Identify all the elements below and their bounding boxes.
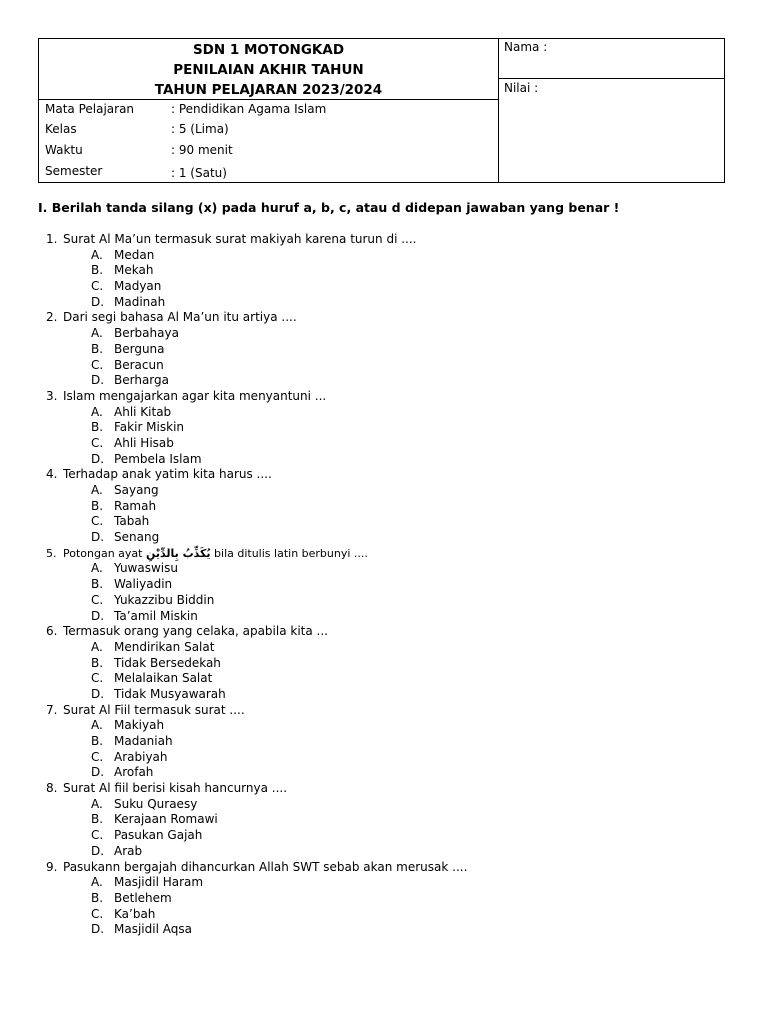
option-text: Madinah [114,294,166,309]
answer-option[interactable] [0,279,768,295]
option-letter: B. [91,734,104,748]
option-text: Mekah [114,263,154,278]
answer-option[interactable] [0,561,768,577]
option-letter: A. [91,483,103,497]
option-text: Tidak Bersedekah [114,655,221,670]
option-letter: B. [91,890,104,905]
option-letter: A. [91,796,103,811]
option-letter: C. [91,671,104,686]
answer-option[interactable] [0,734,768,750]
answer-option[interactable] [0,499,768,515]
option-letter: C. [91,906,104,921]
question-number: 3. [46,388,58,403]
answer-option[interactable] [0,593,768,609]
arabic-verse-fragment: يُكَذِّبُ بِالدِّيْنِ [145,546,211,560]
option-text: Berguna [114,341,165,356]
question-stem [0,860,768,876]
info-value: : 90 menit [171,143,233,157]
option-letter: D. [91,530,105,545]
question-number: 4. [46,467,58,482]
option-letter: C. [91,592,104,607]
answer-option[interactable] [0,358,768,374]
info-value: : Pendidikan Agama Islam [171,102,327,116]
header-left-section [39,39,499,182]
info-label: Mata Pelajaran [45,102,135,116]
question-text: Surat Al Fiil termasuk surat .... [63,702,245,717]
question-number: 2. [46,310,58,325]
answer-option[interactable] [0,326,768,342]
option-letter: B. [91,655,104,670]
option-text: Senang [114,530,160,545]
question-number: 1. [46,232,58,246]
question-text: Dari segi bahasa Al Ma’un itu artiya .... [63,310,297,325]
option-text: Ramah [114,498,157,513]
question-stem [0,389,768,405]
info-value: : 5 (Lima) [171,122,229,136]
option-letter: D. [91,922,105,937]
option-text: Yuwaswisu [114,561,178,576]
option-text: Kerajaan Romawi [114,812,218,827]
academic-year: TAHUN PELAJARAN 2023/2024 [154,82,383,98]
option-letter: A. [91,404,103,419]
answer-option[interactable] [0,765,768,781]
answer-option[interactable] [0,640,768,656]
score-label: Nilai : [504,81,539,95]
question-text: Termasuk orang yang celaka, apabila kita ... [63,624,328,639]
option-text: Yukazzibu Biddin [114,592,215,607]
option-text: Tidak Musyawarah [114,686,226,701]
option-text: Masjidil Aqsa [114,922,192,937]
option-letter: D. [91,843,105,858]
option-text: Melalaikan Salat [114,671,213,686]
option-text: Fakir Miskin [114,420,185,435]
question-text-after: bila ditulis latin berbunyi .... [214,546,368,560]
answer-option[interactable] [0,609,768,625]
info-label: Semester [45,164,103,178]
question-number: 9. [46,859,58,874]
answer-option[interactable] [0,750,768,766]
answer-option[interactable] [0,797,768,813]
option-letter: C. [91,279,104,294]
option-text: Beracun [114,357,164,372]
option-text: Sayang [114,483,159,497]
question-text: Pasukann bergajah dihancurkan Allah SWT sebab akan merusak .... [63,859,468,874]
question-stem [0,703,768,719]
question-stem [0,467,768,483]
option-letter: B. [91,341,104,356]
answer-option[interactable] [0,671,768,687]
option-letter: A. [91,875,103,890]
option-letter: C. [91,514,104,529]
option-text: Ahli Kitab [114,404,172,419]
option-letter: A. [91,247,103,262]
option-letter: A. [91,561,103,576]
option-text: Ka’bah [114,906,156,921]
option-text: Madaniah [114,734,173,748]
option-text: Berbahaya [114,326,179,341]
option-letter: B. [91,498,104,513]
answer-option[interactable] [0,577,768,593]
option-letter: D. [91,373,105,388]
option-text: Waliyadin [114,577,173,592]
option-letter: A. [91,326,103,341]
option-text: Arab [114,843,143,858]
option-text: Madyan [114,279,162,294]
info-label: Waktu [45,143,83,157]
answer-option[interactable] [0,248,768,264]
option-text: Betlehem [114,890,172,905]
school-name: SDN 1 MOTONGKAD [192,42,345,58]
question-stem [0,546,768,562]
question-number: 6. [46,624,58,639]
option-text: Ta’amil Miskin [114,608,198,623]
question-number: 5. [46,546,57,560]
option-text: Arabiyah [114,749,168,764]
option-letter: C. [91,828,104,843]
option-text: Suku Quraesy [114,796,198,811]
question-text: Islam mengajarkan agar kita menyantuni ... [63,388,327,403]
answer-option[interactable] [0,718,768,734]
answer-option[interactable] [0,514,768,530]
option-text: Medan [114,247,155,262]
answer-option[interactable] [0,922,768,938]
answer-option[interactable] [0,875,768,891]
info-value: : 1 (Satu) [171,166,227,180]
header-right-section [498,39,724,182]
question-stem [0,781,768,797]
question-text: Surat Al Ma’un termasuk surat makiyah karena turun di .... [63,232,417,246]
exam-info-block [39,100,498,182]
answer-option[interactable] [0,373,768,389]
info-label: Kelas [45,122,77,136]
score-field[interactable] [498,80,724,180]
answer-option[interactable] [0,420,768,436]
question-number: 8. [46,781,58,796]
option-letter: B. [91,263,104,278]
option-letter: B. [91,812,104,827]
header-title-block [39,39,498,100]
exam-name: PENILAIAN AKHIR TAHUN [173,62,364,78]
option-text: Berharga [114,373,169,388]
answer-option[interactable] [0,844,768,860]
question-text: Terhadap anak yatim kita harus .... [63,467,272,482]
answer-option[interactable] [0,828,768,844]
answer-option[interactable] [0,483,768,499]
answer-option[interactable] [0,812,768,828]
option-letter: C. [91,435,104,450]
answer-option[interactable] [0,656,768,672]
option-letter: A. [91,718,103,733]
option-text: Arofah [114,765,154,780]
option-text: Masjidil Haram [114,875,204,890]
option-letter: A. [91,639,103,654]
answer-option[interactable] [0,530,768,546]
question-stem [0,232,768,248]
option-letter: C. [91,357,104,372]
option-text: Ahli Hisab [114,435,174,450]
answer-option[interactable] [0,295,768,311]
option-letter: D. [91,608,105,623]
question-text-before: Potongan ayat [63,546,143,560]
option-letter: D. [91,765,105,780]
answer-option[interactable] [0,891,768,907]
option-letter: C. [91,749,104,764]
answer-option[interactable] [0,342,768,358]
question-stem [0,624,768,640]
name-label: Nama : [504,40,548,54]
option-text: Pasukan Gajah [114,828,203,843]
answer-option[interactable] [0,687,768,703]
option-text: Pembela Islam [114,451,202,466]
question-stem [0,310,768,326]
exam-header-table [38,38,725,183]
question-list [0,232,768,938]
answer-option[interactable] [0,405,768,421]
option-text: Makiyah [114,718,165,733]
option-letter: B. [91,420,104,435]
option-letter: D. [91,294,105,309]
option-letter: D. [91,686,105,701]
answer-option[interactable] [0,452,768,468]
option-letter: B. [91,577,104,592]
option-letter: D. [91,451,105,466]
answer-option[interactable] [0,907,768,923]
answer-option[interactable] [0,263,768,279]
option-text: Tabah [114,514,150,529]
answer-option[interactable] [0,436,768,452]
option-text: Mendirikan Salat [114,639,215,654]
instruction-text: I. Berilah tanda silang (x) pada huruf a, b, c, atau d didepan jawaban yang benar ! [38,200,620,215]
question-text: Surat Al fiil berisi kisah hancurnya .... [63,781,288,796]
name-field[interactable] [498,39,724,79]
question-number: 7. [46,702,58,717]
